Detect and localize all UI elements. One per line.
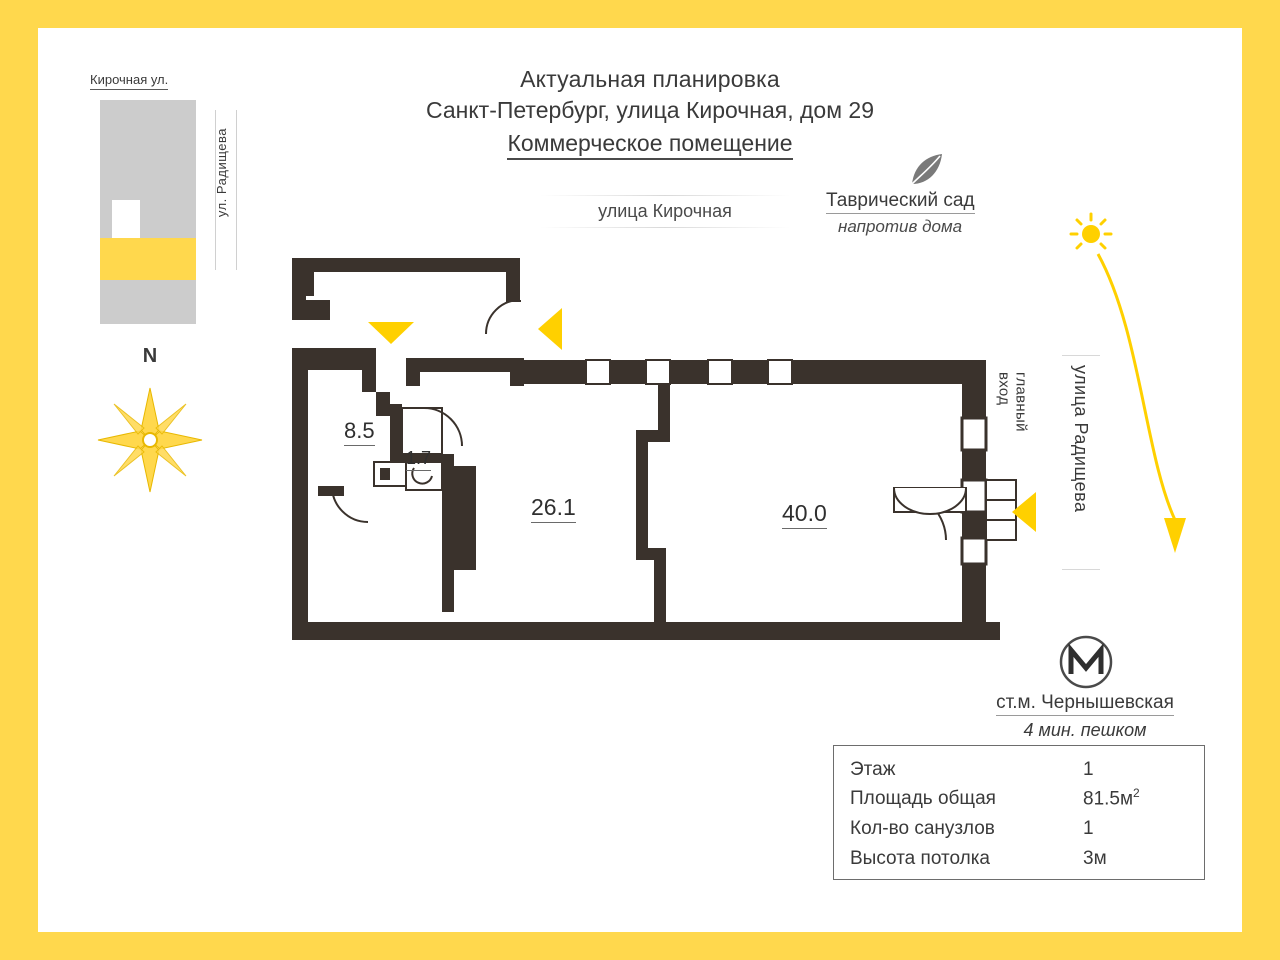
- street-label-right-text: улица Радищева: [1071, 365, 1091, 513]
- mini-location-map: [90, 72, 275, 332]
- street-rule-top: [540, 195, 790, 196]
- sun-icon: [1071, 214, 1111, 248]
- mini-map-vertical-street-label: ул. Радищева: [214, 128, 229, 218]
- plan-walls: [292, 258, 1000, 640]
- main-entrance-label: главный вход: [995, 372, 1030, 432]
- info-value: $81.5м^2$: [1083, 786, 1140, 810]
- street-label-top-text: улица Кирочная: [598, 201, 732, 221]
- property-info-table: [833, 745, 1205, 880]
- metro-station-name: ст.м. Чернышевская: [996, 692, 1174, 716]
- info-value: 1: [1083, 818, 1094, 840]
- room-area-room2: 40.0: [782, 500, 827, 529]
- park-name: Таврический сад: [826, 190, 975, 214]
- room-area-bath: 1.7: [406, 448, 431, 471]
- info-key: Высота потолка: [850, 847, 990, 869]
- room-area-room1: 26.1: [531, 494, 576, 523]
- mini-map-street-label: Кирочная ул.: [90, 72, 168, 90]
- info-key: Этаж: [850, 759, 896, 780]
- info-key: Кол-во санузлов: [850, 818, 995, 840]
- entrance-porch: [894, 480, 1016, 540]
- sun-path-arrow-icon: [1098, 254, 1186, 553]
- table-row: [850, 755, 1190, 784]
- park-note-text: напротив дома: [838, 217, 963, 236]
- room-area-hall: 8.5: [344, 418, 375, 446]
- street-label-top: [540, 195, 790, 228]
- metro-walk-time: 4 мин. пешком: [1023, 720, 1147, 740]
- table-row: [850, 814, 1190, 843]
- title-line-3: Коммерческое помещение: [507, 130, 792, 160]
- compass-north-label: N: [142, 345, 158, 367]
- page-title: [330, 66, 970, 160]
- metro-callout: [955, 636, 1215, 741]
- title-line-1: Актуальная планировка: [520, 66, 780, 92]
- info-key: Площадь общая: [850, 788, 996, 810]
- table-row: [850, 844, 1190, 873]
- info-value: 3м: [1083, 847, 1107, 869]
- title-line-2: Санкт-Петербург, улица Кирочная, дом 29: [425, 97, 874, 123]
- table-row: [850, 784, 1190, 814]
- compass: [100, 345, 200, 475]
- street-rule-bottom: [540, 227, 790, 228]
- info-value: 1: [1083, 759, 1094, 780]
